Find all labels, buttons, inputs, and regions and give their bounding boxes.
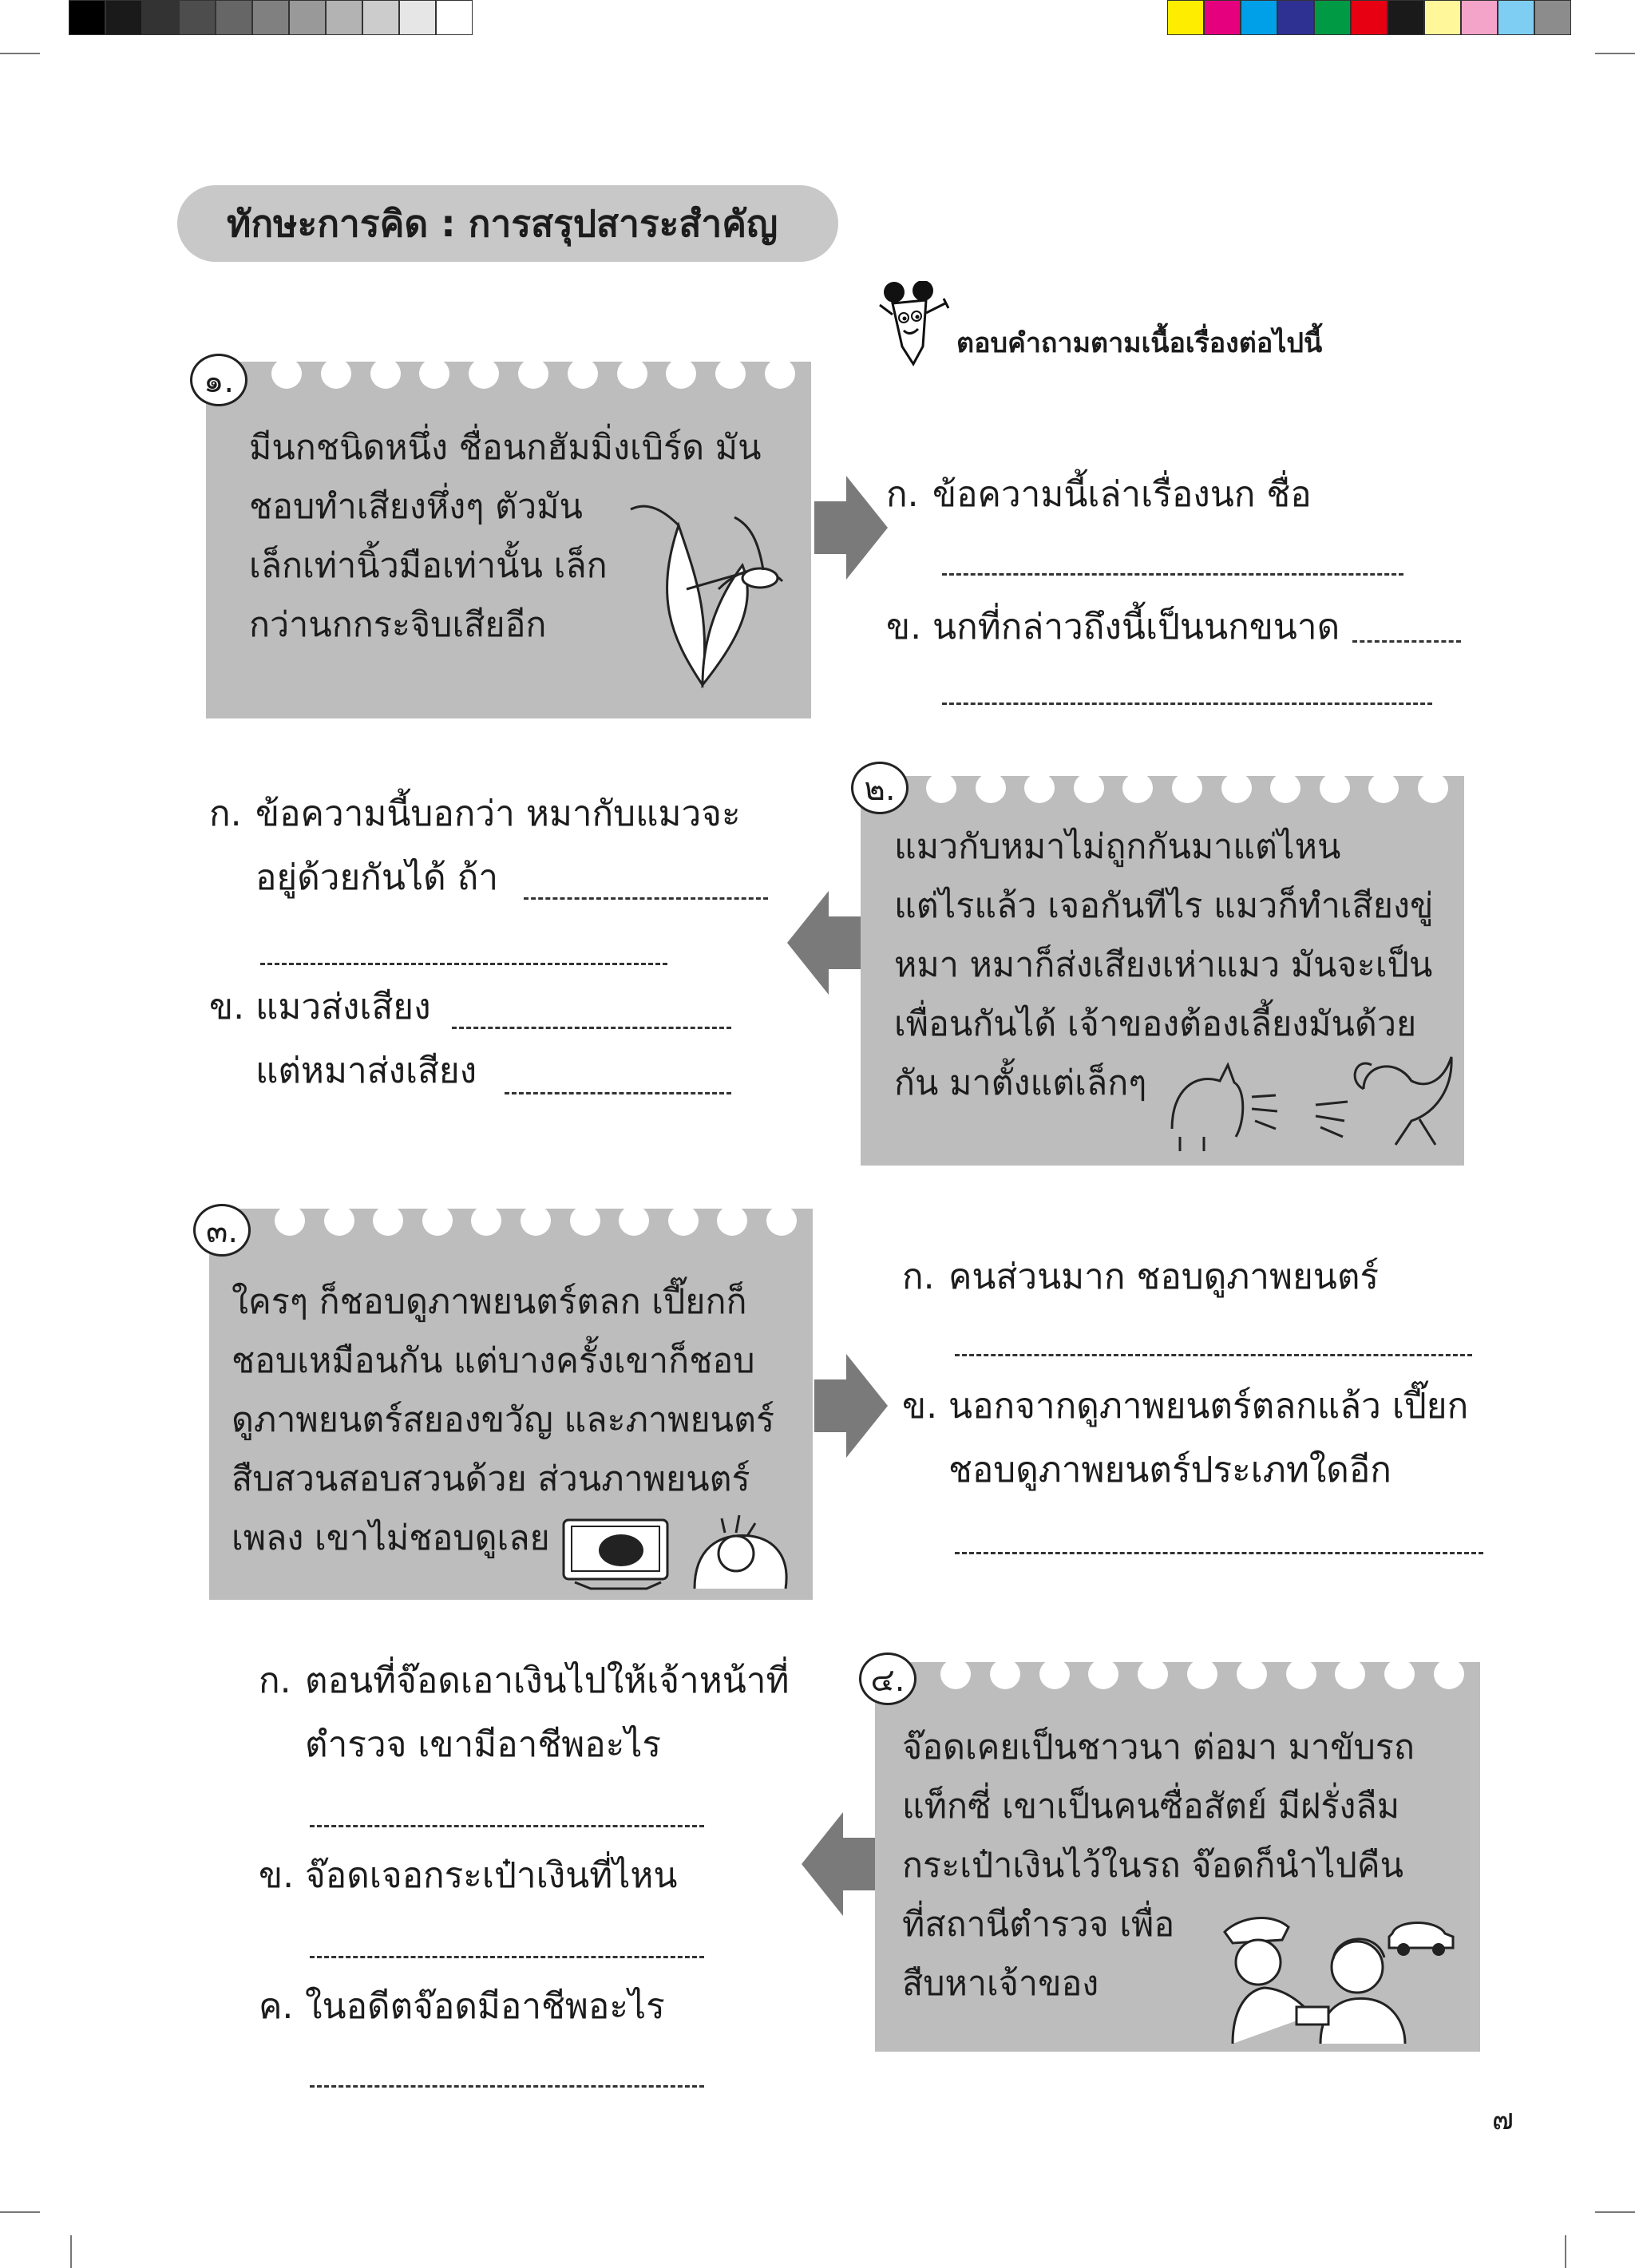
policeman-and-taxi-illustration: [1217, 1895, 1456, 2047]
color-swatch: [105, 0, 142, 35]
cat-and-dog-illustration: [1156, 1033, 1459, 1153]
binder-hole: [275, 1205, 305, 1236]
arrow-right-icon: [814, 476, 888, 580]
color-swatch: [216, 0, 252, 35]
binder-hole: [1039, 1659, 1070, 1689]
answer-line: [452, 1027, 731, 1029]
question-text-continued: อยู่ด้วยกันได้ ถ้า: [255, 857, 499, 898]
tv-and-viewer-illustration: [559, 1501, 798, 1593]
question-4a: ก. ตอนที่จ๊อดเอาเงินไปให้เจ้าหน้าที่ ตำรวจ เขามีอาชีพอะไร: [259, 1649, 790, 1777]
question-text: แมวส่งเสียง: [255, 987, 431, 1027]
answer-line: [310, 2085, 704, 2088]
question-3b: ข. นอกจากดูภาพยนตร์ตลกแล้ว เปี๊ยก ชอบดูภาพยนตร์ประเภทใดอีก: [902, 1375, 1468, 1502]
binder-hole: [1320, 773, 1350, 803]
binder-hole: [1074, 773, 1104, 803]
answer-line: [260, 963, 667, 965]
binder-hole: [469, 358, 499, 389]
crop-mark: [1595, 2211, 1635, 2213]
binder-hole: [471, 1205, 501, 1236]
section-number-badge: ๓.: [193, 1204, 251, 1257]
question-text-continued: ชอบดูภาพยนตร์ประเภทใดอีก: [948, 1450, 1392, 1490]
instruction-text: ตอบคำถามตามเนื้อเรื่องต่อไปนี้: [956, 327, 1323, 359]
crop-mark: [0, 53, 40, 54]
arrow-left-icon: [802, 1812, 875, 1916]
story-text: จ๊อดเคยเป็นชาวนา ต่อมา มาขับรถ แท็กซี่ เขาเป็นคนซื่อสัตย์ มีฝรั่งลืม กระเป๋าเงินไว้ในรถ จ๊อดก็นำไปคืน ที่สถานีตำรวจ เพื่อ สืบหาเจ้าของ: [902, 1728, 1415, 2004]
binder-hole: [1237, 1659, 1267, 1689]
crop-mark: [1595, 53, 1635, 54]
binder-hole: [926, 773, 956, 803]
crop-mark: [0, 2211, 40, 2213]
binder-hole: [1418, 773, 1448, 803]
page-number: ๗: [1491, 2104, 1514, 2136]
binder-hole: [765, 358, 795, 389]
answer-line: [942, 573, 1403, 576]
binder-hole: [766, 1205, 797, 1236]
arrow-right-icon: [814, 1354, 888, 1458]
answer-line: [955, 1552, 1483, 1554]
crop-mark: [70, 2235, 72, 2268]
binder-hole: [570, 1205, 600, 1236]
binder-hole: [521, 1205, 551, 1236]
question-3a: ก. คนส่วนมาก ชอบดูภาพยนตร์: [902, 1257, 1380, 1297]
binder-hole: [271, 358, 302, 389]
question-2b: ข. แมวส่งเสียง แต่หมาส่งเสียง: [209, 976, 477, 1103]
binder-hole: [1172, 773, 1202, 803]
question-4c: ค. ในอดีตจ๊อดมีอาชีพอะไร: [259, 1986, 665, 2027]
binder-hole: [617, 358, 647, 389]
question-text: ข้อความนี้เล่าเรื่องนก ชื่อ: [932, 474, 1312, 515]
color-swatch: [1424, 0, 1461, 35]
arrow-left-icon: [787, 891, 861, 995]
answer-line: [1352, 640, 1461, 643]
answer-line: [310, 1956, 704, 1958]
question-text: จ๊อดเจอกระเป๋าเงินที่ไหน: [305, 1855, 678, 1896]
binder-hole: [717, 1205, 747, 1236]
binder-hole: [321, 358, 351, 389]
process-color-bar: [1167, 0, 1571, 37]
color-swatch: [362, 0, 399, 35]
binder-hole: [419, 358, 449, 389]
question-2a: ก. ข้อความนี้บอกว่า หมากับแมวจะ อยู่ด้วยกันได้ ถ้า: [209, 782, 741, 910]
color-swatch: [69, 0, 105, 35]
binder-hole: [666, 358, 696, 389]
binder-hole: [1122, 773, 1153, 803]
binder-hole: [324, 1205, 354, 1236]
binder-hole: [1024, 773, 1055, 803]
binder-hole: [422, 1205, 453, 1236]
binder-hole: [668, 1205, 699, 1236]
binder-hole: [518, 358, 548, 389]
story-text: แมวกับหมาไม่ถูกกันมาแต่ไหน แต่ไรแล้ว เจอกันทีไร แมวก็ทำเสียงขู่ หมา หมาก็ส่งเสียงเห่าแมว มันจะเป็น เพื่อนกันได้ เจ้าของต้องเลี้ยงมันด้วย กัน มาตั้งแต่เล็กๆ: [894, 827, 1434, 1103]
question-text: ในอดีตจ๊อดมีอาชีพอะไร: [305, 1986, 665, 2027]
binder-hole: [1286, 1659, 1316, 1689]
binder-hole: [1138, 1659, 1168, 1689]
answer-line: [505, 1092, 731, 1094]
page-title: ทักษะการคิด : การสรุปสาระสำคัญ: [177, 185, 838, 262]
binder-hole: [1088, 1659, 1118, 1689]
hummingbird-flower-illustration: [623, 477, 798, 693]
binder-hole: [1368, 773, 1399, 803]
color-swatch: [1204, 0, 1241, 35]
color-swatch: [1498, 0, 1534, 35]
answer-line: [955, 1354, 1472, 1356]
section-number-badge: ๒.: [851, 762, 909, 814]
binder-hole: [990, 1659, 1020, 1689]
color-swatch: [142, 0, 179, 35]
binder-holes: [206, 358, 811, 394]
answer-line: [524, 897, 768, 900]
binder-hole: [1270, 773, 1300, 803]
grayscale-color-bar: [69, 0, 473, 37]
binder-hole: [1384, 1659, 1415, 1689]
binder-holes: [209, 1205, 813, 1241]
question-text: คนส่วนมาก ชอบดูภาพยนตร์: [948, 1257, 1380, 1297]
story-text: มีนกชนิดหนึ่ง ชื่อนกฮัมมิ่งเบิร์ด มัน ชอบทำเสียงหึ่งๆ ตัวมัน เล็กเท่านิ้วมือเท่านั้น เล็ก กว่านกกระจิบเสียอีก: [249, 428, 762, 645]
color-swatch: [1351, 0, 1388, 35]
binder-holes: [861, 773, 1464, 808]
binder-hole: [976, 773, 1006, 803]
color-swatch: [1314, 0, 1351, 35]
answer-line: [310, 1825, 704, 1827]
binder-hole: [1187, 1659, 1217, 1689]
question-1b: ข. นกที่กล่าวถึงนี้เป็นนกขนาด: [886, 607, 1340, 647]
crop-mark: [1565, 2235, 1566, 2268]
color-swatch: [399, 0, 436, 35]
section-number-badge: ๔.: [859, 1653, 916, 1705]
color-swatch: [326, 0, 362, 35]
question-text: ตอนที่จ๊อดเอาเงินไปให้เจ้าหน้าที่: [305, 1660, 790, 1701]
question-text: นกที่กล่าวถึงนี้เป็นนกขนาด: [932, 607, 1340, 647]
binder-hole: [619, 1205, 649, 1236]
binder-hole: [1434, 1659, 1464, 1689]
story-text: ใครๆ ก็ชอบดูภาพยนตร์ตลก เปี๊ยกก็ ชอบเหมือนกัน แต่บางครั้งเขาก็ชอบ ดูภาพยนตร์สยองขวัญ และภาพยนตร์ สืบสวนสอบสวนด้วย ส่วนภาพยนตร์ เพลง เขาไม่ชอบดูเลย: [232, 1282, 775, 1558]
color-swatch: [1277, 0, 1314, 35]
color-swatch: [1167, 0, 1204, 35]
color-swatch: [436, 0, 473, 35]
color-swatch: [1388, 0, 1424, 35]
color-swatch: [1534, 0, 1571, 35]
color-swatch: [1461, 0, 1498, 35]
binder-hole: [370, 358, 401, 389]
question-text: ข้อความนี้บอกว่า หมากับแมวจะ: [255, 794, 741, 834]
binder-hole: [940, 1659, 971, 1689]
pencil-mascot-icon: [877, 281, 956, 369]
answer-line: [942, 703, 1432, 705]
color-swatch: [252, 0, 289, 35]
question-1a: ก. ข้อความนี้เล่าเรื่องนก ชื่อ: [886, 474, 1312, 515]
color-swatch: [289, 0, 326, 35]
color-swatch: [179, 0, 216, 35]
question-text: นอกจากดูภาพยนตร์ตลกแล้ว เปี๊ยก: [948, 1386, 1469, 1427]
question-text-continued: ตำรวจ เขามีอาชีพอะไร: [305, 1724, 662, 1765]
binder-hole: [568, 358, 598, 389]
binder-hole: [373, 1205, 403, 1236]
binder-hole: [1221, 773, 1252, 803]
question-4b: ข. จ๊อดเจอกระเป๋าเงินที่ไหน: [259, 1855, 678, 1896]
binder-holes: [875, 1659, 1480, 1694]
section-number-badge: ๑.: [190, 354, 247, 406]
binder-hole: [715, 358, 746, 389]
question-text-continued: แต่หมาส่งเสียง: [255, 1051, 477, 1091]
color-swatch: [1241, 0, 1277, 35]
binder-hole: [1335, 1659, 1365, 1689]
